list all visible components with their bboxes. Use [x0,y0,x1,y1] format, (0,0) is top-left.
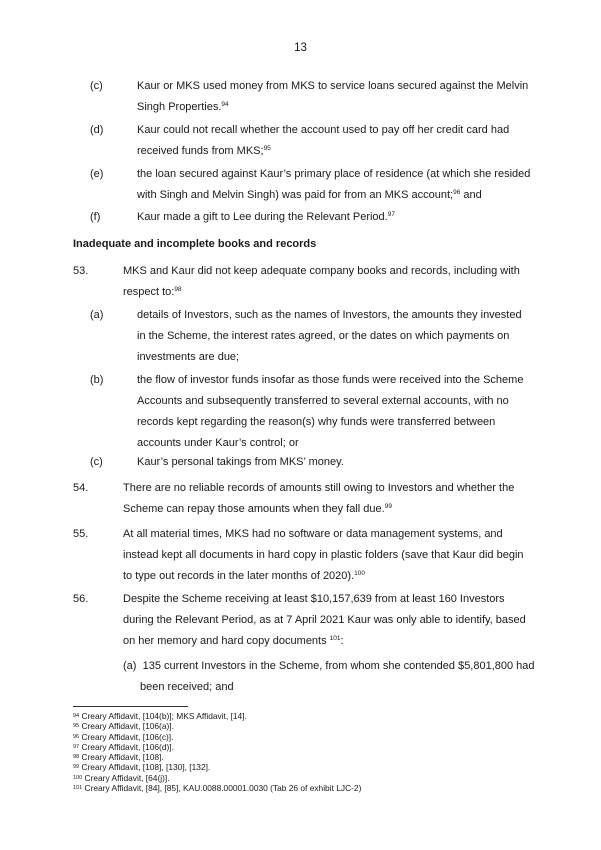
section-heading: Inadequate and incomplete books and records [73,238,317,250]
paragraph-text: There are no reliable records of amounts still owing to Investors and whether the Scheme can repay those amounts when they fall due.$^{99}$ [123,482,515,515]
footnote: $^{101}$ Creary Affidavit, [84], [85], KAU.0088.00001.0030 (Tab 26 of exhibit LJC-2) [73,783,362,794]
item-label: (c) [90,80,103,92]
paragraph-number: 53. [73,265,89,277]
item-text: (a) 135 current Investors in the Scheme, from whom she contended $5,801,800 had been received; and [123,660,535,693]
item-text: Kaur could not recall whether the account used to pay off her credit card had received funds from MKS;$^{95}$ [137,124,510,157]
item-text: Kaur’s personal takings from MKS’ money. [137,456,344,468]
item-text: the flow of investor funds insofar as those funds were received into the Scheme Accounts and subsequently transferred to several external accounts, with no records kept regarding the reason(s) why funds were transferred between accounts under Kaur’s control; or [137,374,524,449]
footnote: $^{97}$ Creary Affidavit, [106(d)]. [73,741,174,752]
paragraph-number: 56. [73,593,89,605]
footnote: $^{100}$ Creary Affidavit, [64(j)]. [73,772,170,783]
item-label: (b) [90,374,104,386]
item-text: the loan secured against Kaur’s primary place of residence (at which she resided with Singh and Melvin Singh) was paid for from an MKS account;$^{96}$ and [137,168,531,201]
paragraph-text: MKS and Kaur did not keep adequate company books and records, including with respect to:$^{98}$ [123,265,520,298]
paragraph-text: Despite the Scheme receiving at least $10,157,639 from at least 160 Investors during the Relevant Period, as at 7 April 2021 Kaur was only able to identify, based on her memory and hard copy documents $^{101}$: [123,593,526,647]
paragraph-number: 55. [73,528,89,540]
footnote: $^{95}$ Creary Affidavit, [106(a)]. [73,721,174,732]
item-label: (a) [90,309,104,321]
footnotes [73,711,361,793]
footnote-divider [73,706,188,707]
item-text: details of Investors, such as the names of Investors, the amounts they invested in the Scheme, the interest rates agreed, or the dates on which payments on investments are due; [137,309,522,363]
item-text: Kaur or MKS used money from MKS to service loans secured against the Melvin Singh Properties.$^{94}$ [137,80,529,113]
item-label: (d) [90,124,104,136]
item-text: Kaur made a gift to Lee during the Relevant Period.$^{97}$ [137,211,395,223]
footnote: $^{94}$ Creary Affidavit, [104(b)]; MKS Affidavit, [14]. [73,711,247,721]
footnote: $^{99}$ Creary Affidavit, [108], [130], [132]. [73,762,211,773]
paragraph-number: 54. [73,482,89,494]
footnote: $^{98}$ Creary Affidavit, [108]. [73,752,164,763]
footnote: $^{96}$ Creary Affidavit, [106(c)]. [73,731,174,742]
item-label: (e) [90,168,104,180]
paragraph-text: At all material times, MKS had no software or data management systems, and instead kept all documents in hard copy in plastic folders (save that Kaur did begin to type out records in the later months of 2020).$^{100}$ [123,528,524,582]
page-number: 13 [294,42,307,54]
item-label: (f) [90,211,101,223]
item-label: (c) [90,456,103,468]
